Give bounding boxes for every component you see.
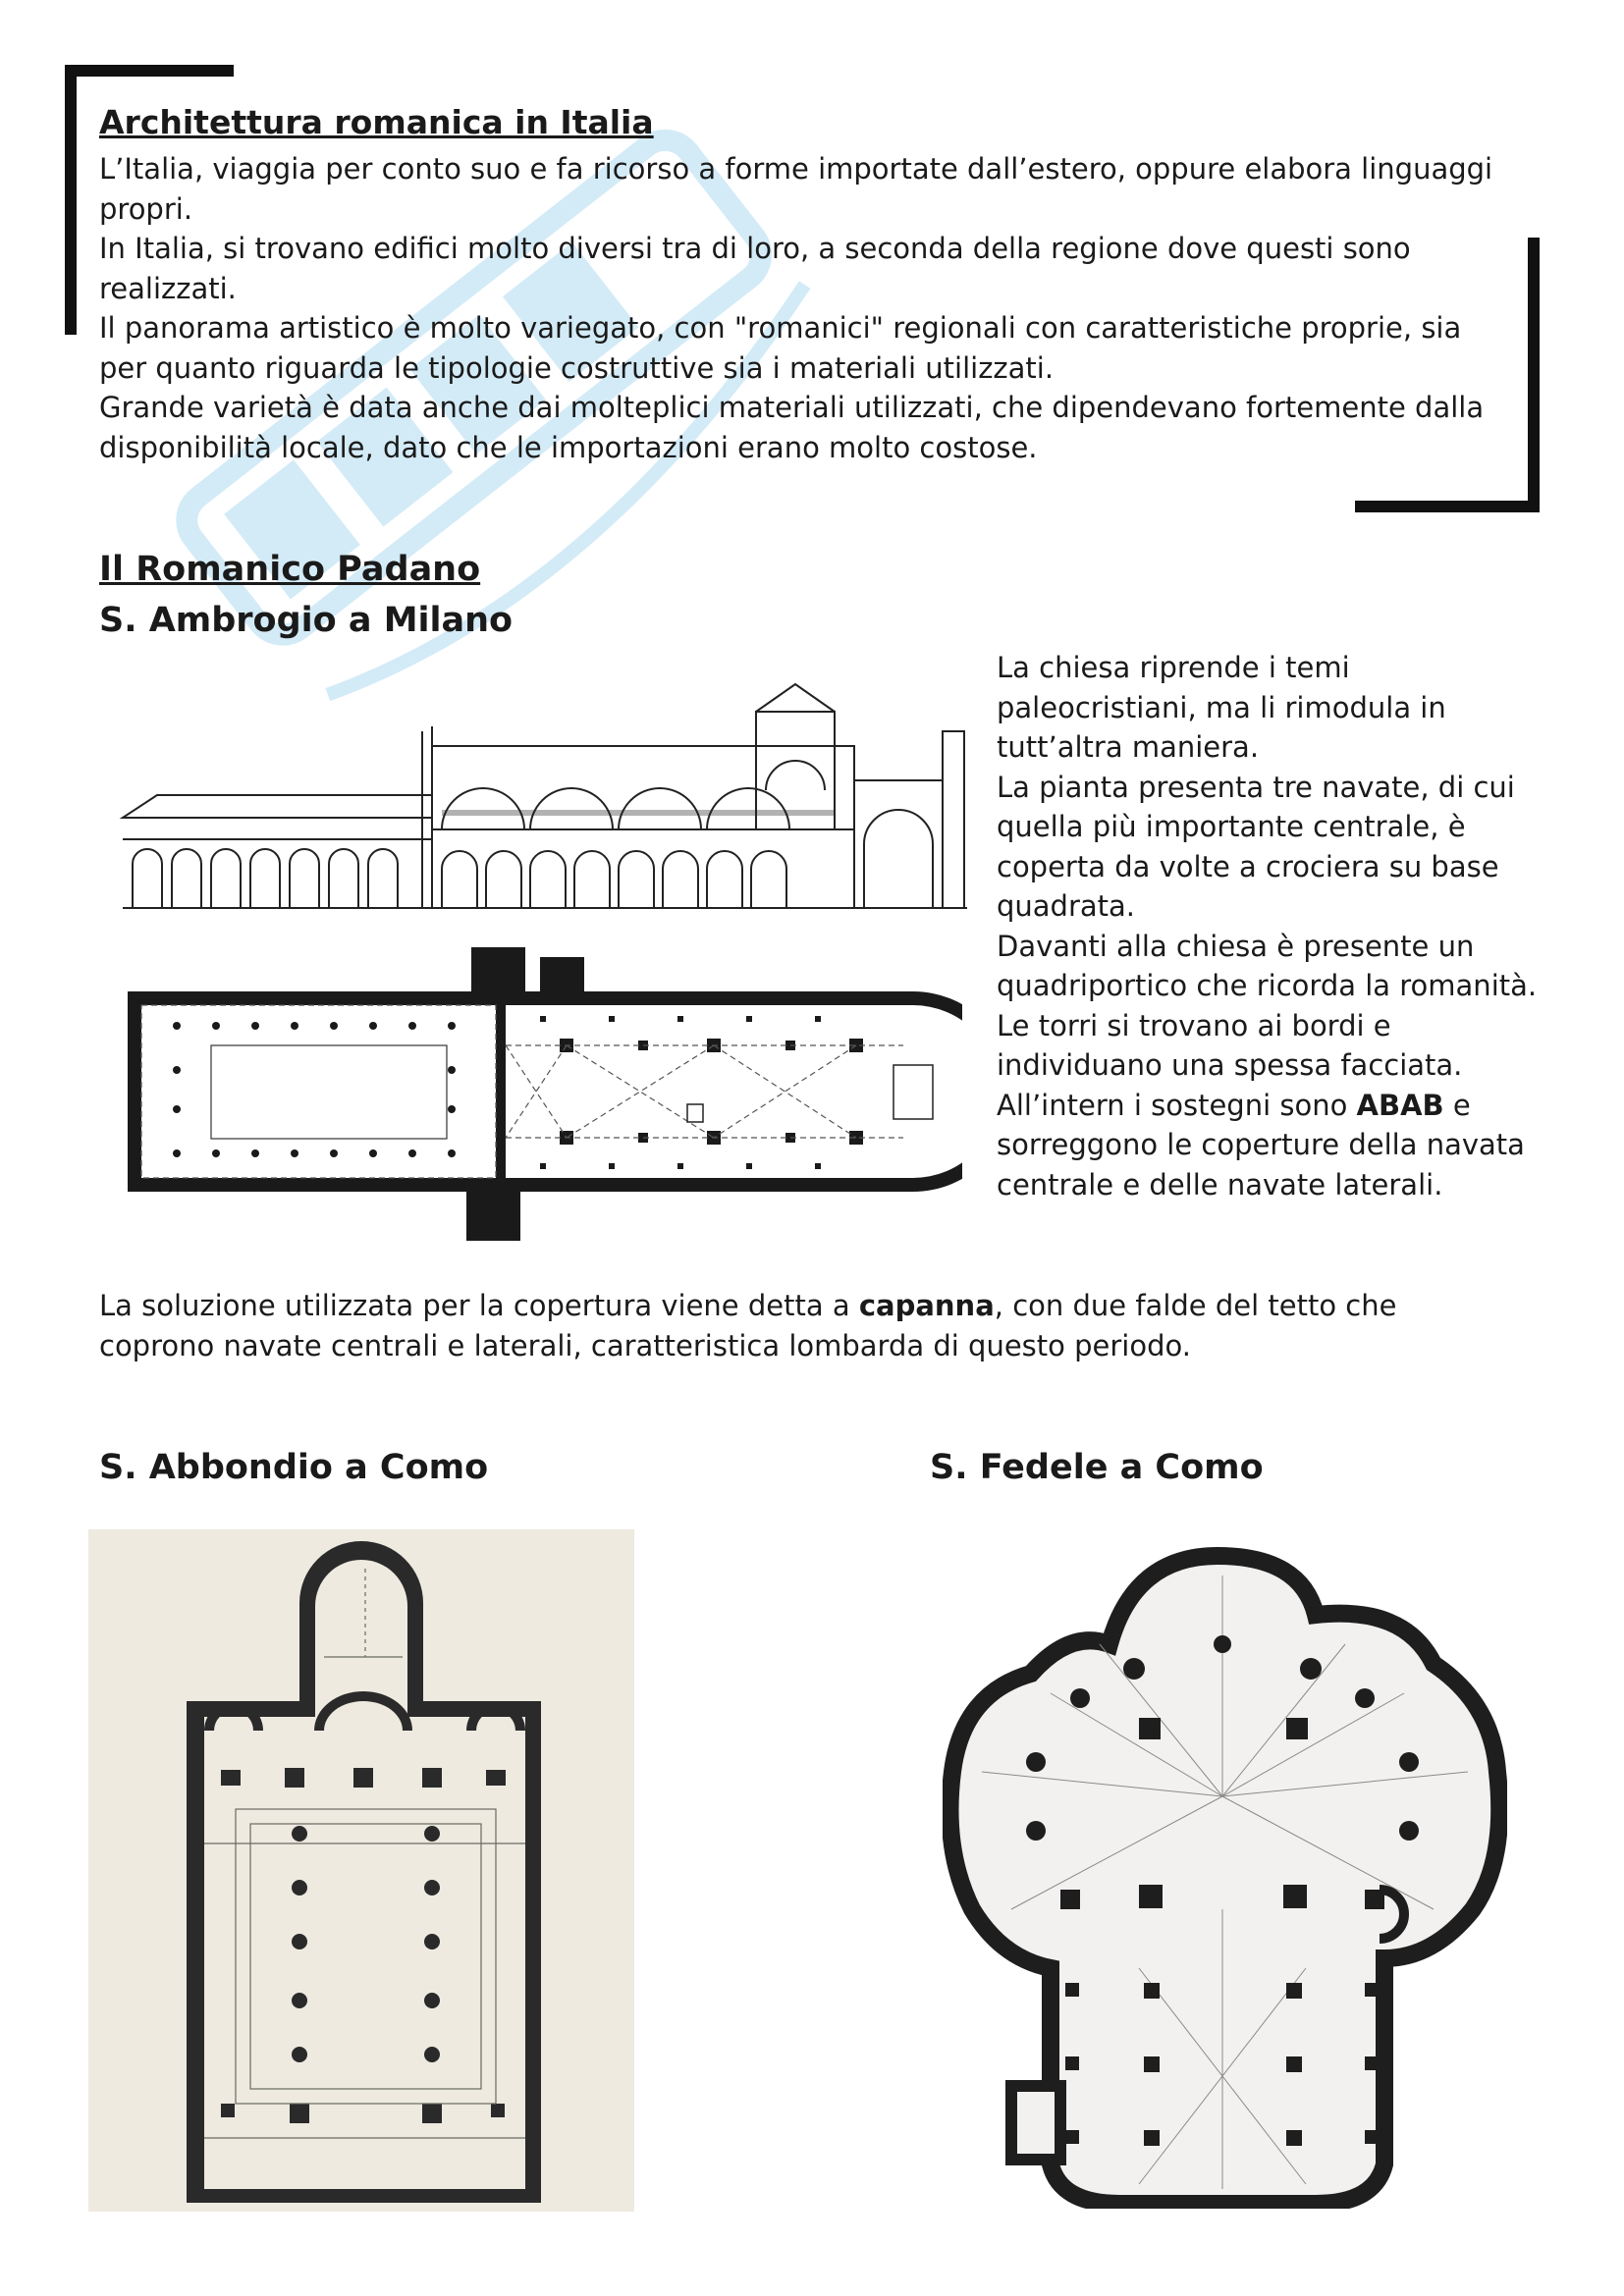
ambrogio-paragraph-2: La pianta presenta tre navate, di cui quella più importante centrale, è coperta da volte a crociera su base quadrata. bbox=[997, 770, 1515, 923]
intro-paragraph-4: Grande varietà è data anche dai molteplici materiali utilizzati, che dipendevano fortemente dalla disponibilità locale, dato che le importazioni erano molto costose. bbox=[99, 391, 1485, 464]
ambrogio-paragraph-5 bbox=[997, 1086, 1546, 1205]
frame-bottom-bar bbox=[1355, 501, 1540, 512]
ambrogio-p5-pre: All’intern i sostegni sono bbox=[997, 1088, 1357, 1122]
ambrogio-paragraph-4: Le torri si trovano ai bordi e individuano una spessa facciata. bbox=[997, 1008, 1463, 1082]
capanna-paragraph bbox=[99, 1286, 1493, 1365]
title-s-fedele: S. Fedele a Como bbox=[930, 1448, 1264, 1487]
s-ambrogio-plan-drawing bbox=[118, 933, 962, 1256]
subtitle-s-ambrogio: S. Ambrogio a Milano bbox=[99, 601, 514, 640]
section-title-romanico-padano: Il Romanico Padano bbox=[99, 550, 481, 589]
s-ambrogio-description bbox=[997, 648, 1546, 1204]
ambrogio-p5-bold: ABAB bbox=[1356, 1088, 1444, 1122]
frame-right-bar bbox=[1528, 238, 1540, 512]
capanna-post: , con due falde del tetto che coprono navate centrali e laterali, caratteristica lombarda di questo periodo. bbox=[99, 1289, 1397, 1362]
frame-top-bar bbox=[65, 65, 234, 77]
intro-paragraph-1: L’Italia, viaggia per conto suo e fa ricorso a forme importate dall’estero, oppure elabora linguaggi propri. bbox=[99, 152, 1493, 226]
ambrogio-p5-post: e sorreggono le coperture della navata centrale e delle navate laterali. bbox=[997, 1088, 1525, 1201]
s-ambrogio-section-drawing bbox=[118, 672, 972, 913]
capanna-bold: capanna bbox=[858, 1289, 995, 1322]
intro-paragraph-2: In Italia, si trovano edifici molto diversi tra di loro, a seconda della regione dove questi sono realizzati. bbox=[99, 232, 1411, 305]
intro-paragraph-3: Il panorama artistico è molto variegato, con "romanici" regionali con caratteristiche proprie, sia per quanto riguarda le tipologie costruttive sia i materiali utilizzati. bbox=[99, 311, 1462, 385]
title-s-abbondio: S. Abbondio a Como bbox=[99, 1448, 489, 1487]
capanna-pre: La soluzione utilizzata per la copertura viene detta a bbox=[99, 1289, 859, 1322]
frame-left-bar bbox=[65, 65, 77, 335]
s-fedele-plan-drawing bbox=[943, 1536, 1507, 2209]
intro-text bbox=[99, 149, 1513, 467]
s-abbondio-plan-drawing bbox=[88, 1529, 634, 2212]
ambrogio-paragraph-1: La chiesa riprende i temi paleocristiani, ma li rimodula in tutt’altra maniera. bbox=[997, 651, 1446, 764]
ambrogio-paragraph-3: Davanti alla chiesa è presente un quadriportico che ricorda la romanità. bbox=[997, 929, 1538, 1002]
section-title-architettura-romanica: Architettura romanica in Italia bbox=[99, 103, 654, 141]
